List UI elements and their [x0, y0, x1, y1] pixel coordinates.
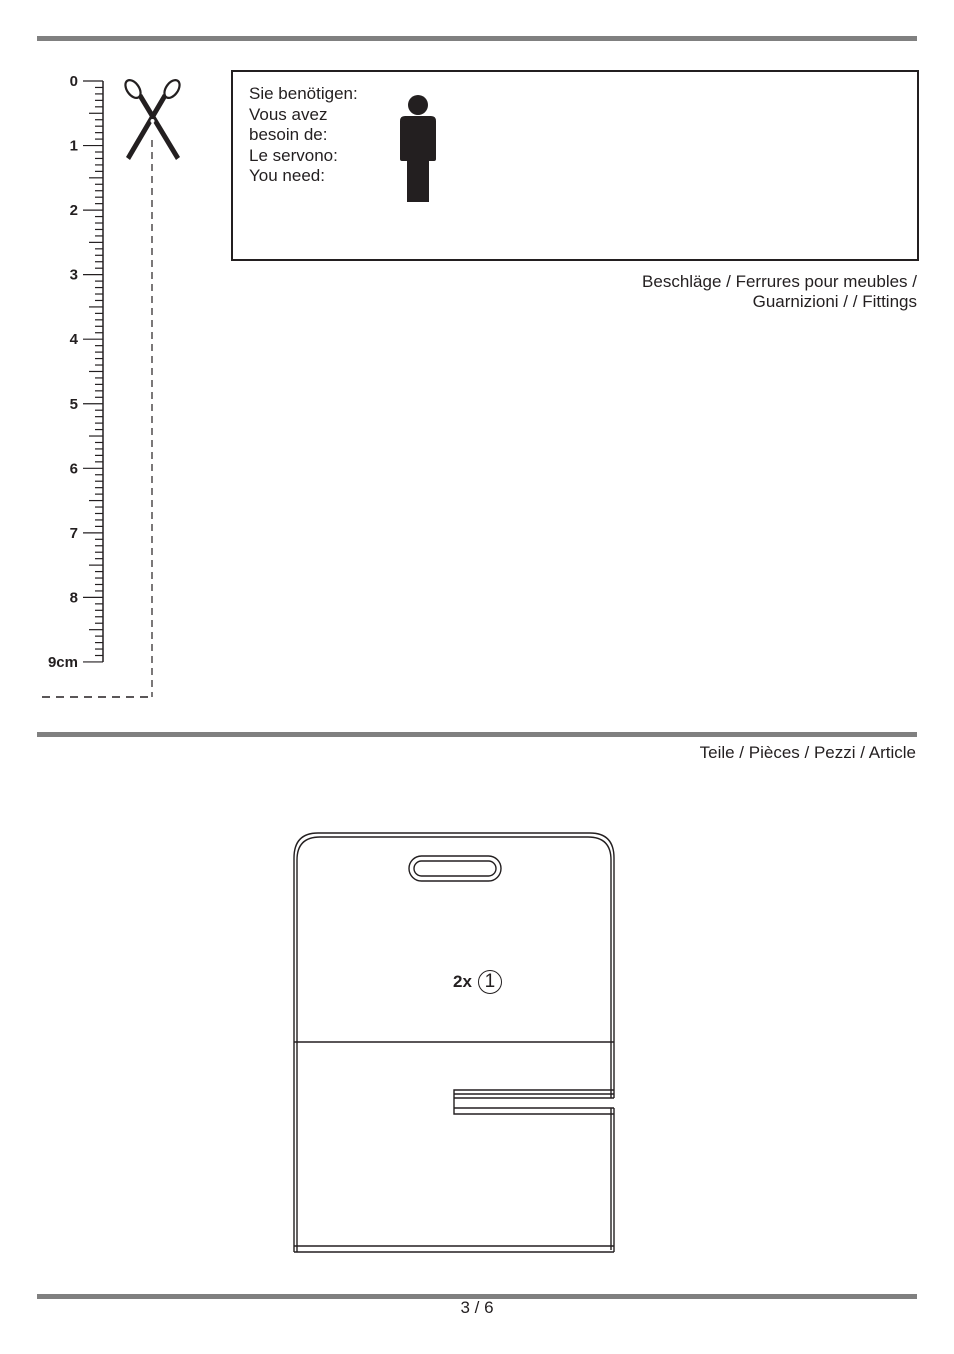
page-number: 3 / 6: [460, 1298, 494, 1317]
fittings-caption-line-1: Beschläge / Ferrures pour meubles /: [642, 272, 917, 291]
middle-rule: [37, 732, 917, 737]
ruler-label: 3: [69, 266, 78, 284]
person-icon: [399, 94, 437, 204]
scissors-icon: [122, 77, 182, 160]
part-drawing: [290, 830, 620, 1260]
handle-slot: [409, 856, 501, 881]
you-need-line-en: You need:: [249, 166, 325, 185]
cut-out-ruler: [0, 0, 230, 720]
you-need-line-fr-2: besoin de:: [249, 125, 328, 144]
you-need-line-it: Le servono:: [249, 145, 338, 165]
fittings-caption: [642, 272, 917, 312]
ruler-ticks: [83, 81, 103, 662]
part-quantity: 2x: [453, 972, 472, 991]
ruler-label: 2: [69, 202, 78, 220]
you-need-label: [249, 84, 358, 187]
ruler-label: 1: [69, 137, 78, 155]
ruler-label: 0: [69, 73, 78, 90]
ruler-label: 5: [69, 395, 78, 413]
ruler-labels: [48, 73, 79, 671]
you-need-line-fr-1: Vous avez: [249, 104, 328, 124]
fittings-caption-line-2: Guarnizioni / / Fittings: [752, 292, 917, 311]
part-number-badge: [478, 970, 502, 994]
ruler-label: 8: [69, 589, 78, 607]
ruler-label: 6: [69, 460, 78, 478]
you-need-line-de: Sie benötigen:: [249, 84, 358, 103]
part-number: 1: [484, 971, 496, 992]
parts-caption: Teile / Pièces / Pezzi / Article: [699, 743, 916, 762]
ruler-label: 4: [69, 331, 78, 349]
ruler-label: 9cm: [47, 653, 78, 671]
ruler-label: 7: [69, 524, 78, 542]
you-need-box: [231, 70, 919, 261]
part-quantity-label: [453, 970, 502, 994]
